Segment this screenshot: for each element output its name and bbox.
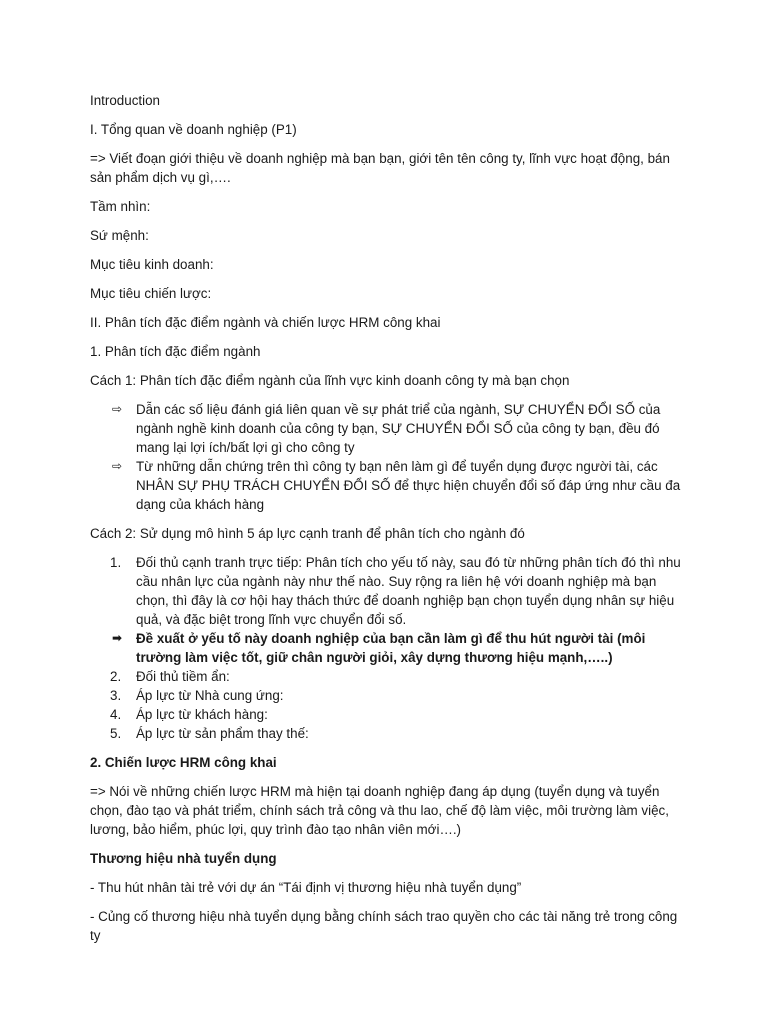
list-item-text: Áp lực từ khách hàng: xyxy=(136,707,268,722)
section1-desc: => Viết đoạn giới thiệu về doanh nghiệp mà bạn bạn, giới tên tên công ty, lĩnh vực hoạt động, bán sản phẩm dịch vụ gì,…. xyxy=(90,151,670,185)
list-item xyxy=(90,553,690,629)
sub2-title: 2. Chiến lược HRM công khai xyxy=(90,755,277,770)
document-page xyxy=(90,91,690,955)
sub1-title: 1. Phân tích đặc điểm ngành xyxy=(90,344,261,359)
vision-label: Tầm nhìn: xyxy=(90,199,151,214)
list-number: 2. xyxy=(110,669,122,684)
section1-title: I. Tổng quan về doanh nghiệp (P1) xyxy=(90,122,297,137)
intro-heading: Introduction xyxy=(90,93,160,108)
list-item-proposal xyxy=(90,629,690,667)
list-number: 3. xyxy=(110,688,122,703)
employer-brand-item: - Củng cố thương hiệu nhà tuyển dụng bằng chính sách trao quyền cho các tài năng trẻ trong công ty xyxy=(90,909,678,943)
list-item xyxy=(90,686,690,705)
arrow-right-icon: ⇨ xyxy=(112,402,123,416)
method2-text: Cách 2: Sử dụng mô hình 5 áp lực cạnh tranh để phân tích cho ngành đó xyxy=(90,526,525,541)
list-item-text: Áp lực từ sản phẩm thay thế: xyxy=(136,726,309,741)
list-item xyxy=(90,667,690,686)
section2-title: II. Phân tích đặc điểm ngành và chiến lược HRM công khai xyxy=(90,315,441,330)
list-item-text: Từ những dẫn chứng trên thì công ty bạn nên làm gì để tuyển dụng được người tài, các NHÂN SỰ PHỤ TRÁCH CHUYỂN ĐỔI SỐ để thực hiện chuyển đổi số đáp ứng như cầu đa dạng của khách hàng xyxy=(136,459,681,512)
arrow-right-icon: ⇨ xyxy=(112,459,123,473)
strategic-goal-label: Mục tiêu chiến lược: xyxy=(90,286,212,301)
method1-list xyxy=(90,400,690,514)
list-item-text: Đề xuất ở yếu tố này doanh nghiệp của bạn cần làm gì để thu hút người tài (môi trường làm việc tốt, giữ chân người giỏi, xây dựng thương hiệu mạnh,…..) xyxy=(136,631,646,665)
list-item-text: Đối thủ tiềm ẩn: xyxy=(136,669,230,684)
employer-brand-title: Thương hiệu nhà tuyển dụng xyxy=(90,851,277,866)
list-number: 1. xyxy=(110,555,122,570)
list-item-text: Dẫn các số liệu đánh giá liên quan về sự phát triể của ngành, SỰ CHUYỂN ĐỔI SỐ của ngành nghề kinh doanh của công ty bạn, SỰ CHUYỂN ĐỔI SỐ của công ty bạn, đều đó mang lại lợi ích/bất lợi gì cho công ty xyxy=(136,402,661,455)
list-item xyxy=(90,705,690,724)
list-item xyxy=(90,400,690,457)
list-number: 4. xyxy=(110,707,122,722)
bold-arrow-right-icon: ➡ xyxy=(112,631,123,645)
list-item-text: Đối thủ cạnh tranh trực tiếp: Phân tích cho yếu tố này, sau đó từ những phân tích đó thì nhu cầu nhân lực của ngành này như thế nào. Suy rộng ra liên hệ với doanh nghiệp mà bạn chọn, thì đây là cơ hội hay thách thức để doanh nghiệp bạn chọn tuyển dụng nhân sự hiệu quả, và đặc biệt trong lĩnh vực chuyển đổi số. xyxy=(136,555,681,627)
sub2-desc: => Nói về những chiến lược HRM mà hiện tại doanh nghiệp đang áp dụng (tuyển dụng và tuyển chọn, đào tạo và phát triểm, chính sách trả công và thu lao, chế độ làm việc, môi trường làm việc, lương, bảo hiểm, phúc lợi, quy trình đào tạo nhân viên mới….) xyxy=(90,784,669,837)
mission-label: Sứ mệnh: xyxy=(90,228,149,243)
forces-list xyxy=(90,553,690,743)
method1-text: Cách 1: Phân tích đặc điểm ngành của lĩnh vực kinh doanh công ty mà bạn chọn xyxy=(90,373,570,388)
list-item xyxy=(90,724,690,743)
list-item xyxy=(90,457,690,514)
list-item-text: Áp lực từ Nhà cung ứng: xyxy=(136,688,284,703)
employer-brand-item: - Thu hút nhân tài trẻ với dự án “Tái định vị thương hiệu nhà tuyển dụng” xyxy=(90,880,522,895)
business-goal-label: Mục tiêu kinh doanh: xyxy=(90,257,214,272)
list-number: 5. xyxy=(110,726,122,741)
